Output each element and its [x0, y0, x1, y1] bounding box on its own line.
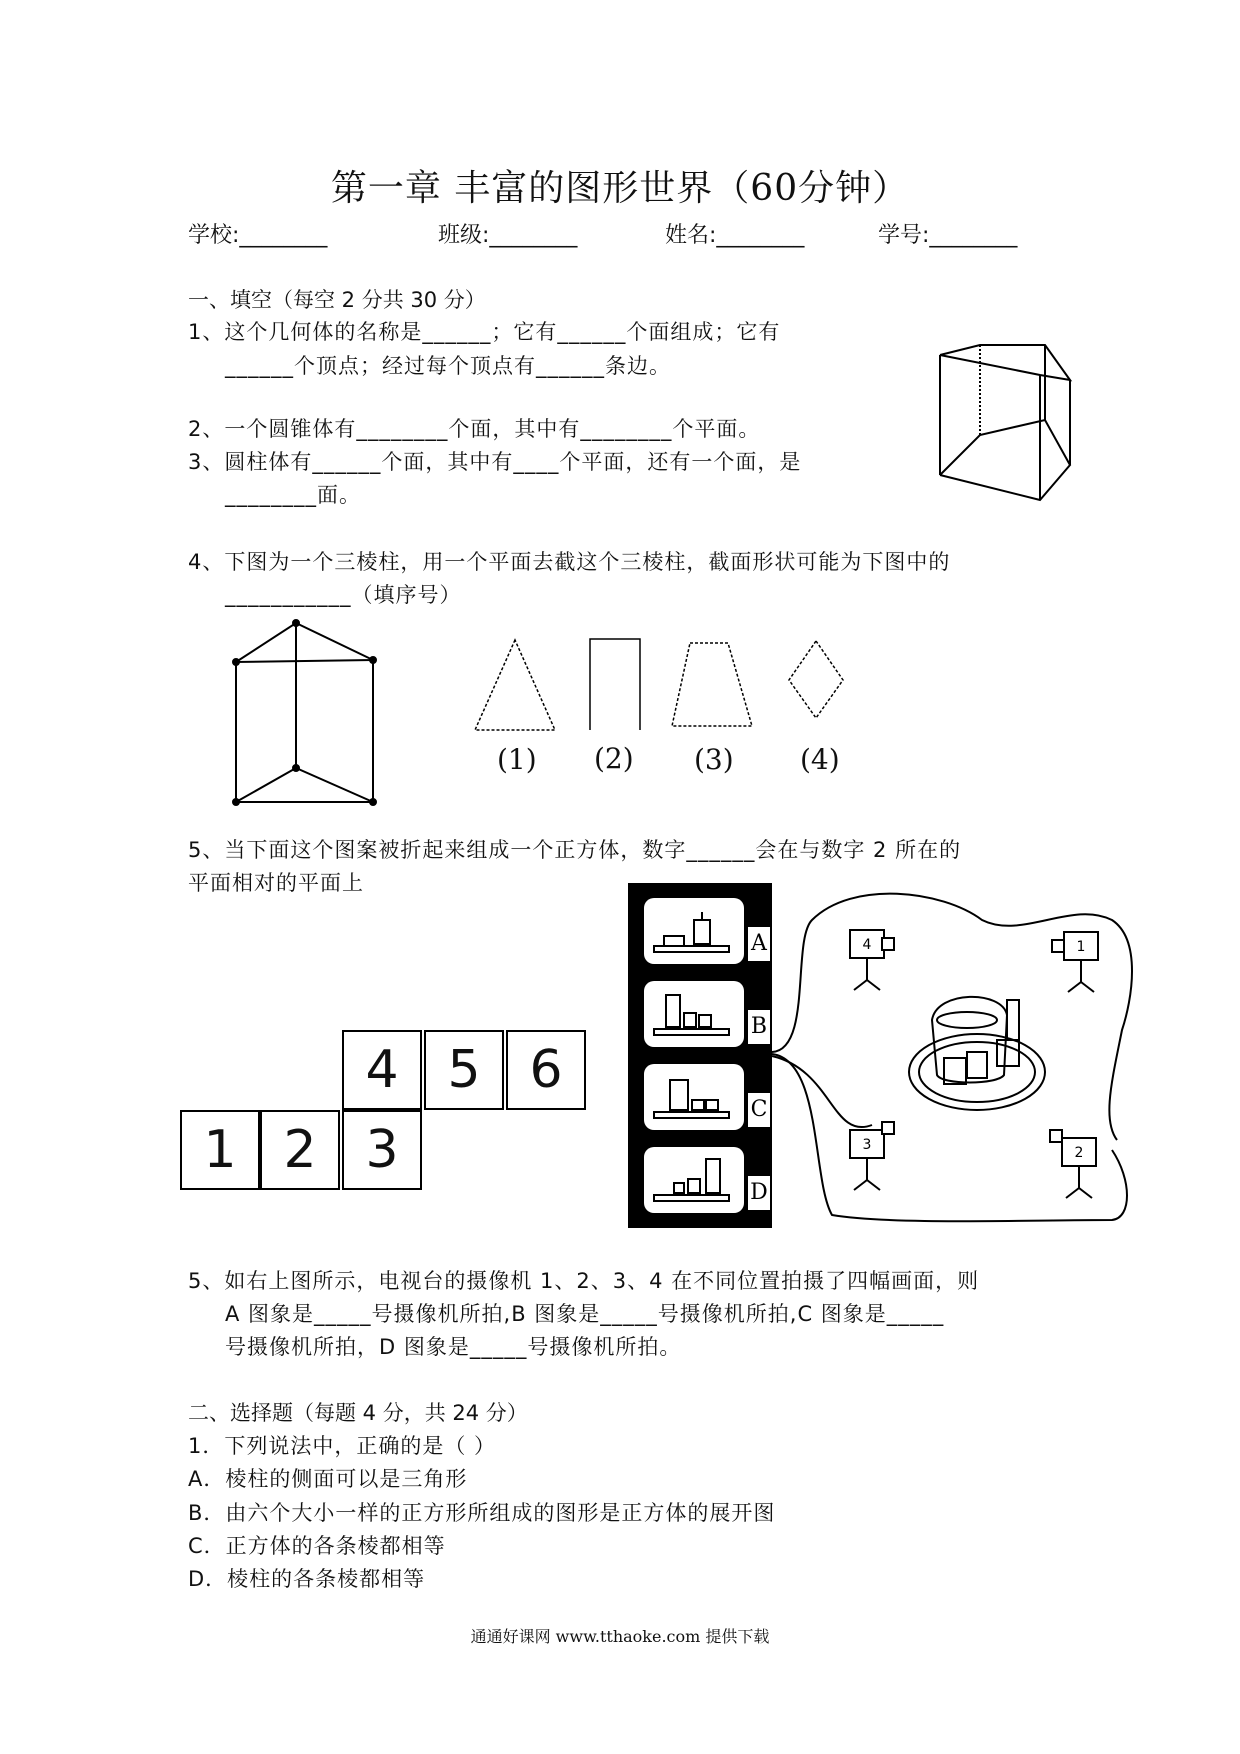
- footer-note: 通通好课网 www.tthaoke.com 提供下载: [470, 1627, 770, 1646]
- q6-line2: A 图象是_____号摄像机所拍,B 图象是_____号摄像机所拍,C 图象是_____: [225, 1302, 945, 1326]
- class-field: 班级:________: [438, 223, 578, 248]
- scene-d-icon: [644, 1147, 744, 1213]
- s2-q1-option-b: B．由六个大小一样的正方形所组成的图形是正方体的展开图: [188, 1501, 776, 1525]
- cross-section-trapezoid: [668, 638, 758, 733]
- net-cell-3: 3: [342, 1110, 422, 1190]
- q1-line2: ______个顶点；经过每个顶点有______条边。: [225, 354, 671, 378]
- tv-screens-panel: [628, 883, 772, 1228]
- q4-line1: 4、下图为一个三棱柱，用一个平面去截这个三棱柱，截面形状可能为下图中的: [188, 550, 951, 574]
- triangular-prism-figure: [228, 620, 388, 810]
- option-label-1: (1): [497, 743, 537, 776]
- camera-label-3: 3: [862, 1137, 872, 1153]
- option-label-4: (4): [800, 743, 840, 776]
- camera-3-icon: [850, 1122, 894, 1190]
- net-cell-4: 4: [342, 1030, 422, 1110]
- screen-b: [644, 981, 744, 1047]
- screen-label-b: B: [748, 1010, 770, 1044]
- screen-a: [644, 898, 744, 964]
- q4-line2: ___________（填序号）: [225, 583, 462, 607]
- scene-c-icon: [644, 1064, 744, 1130]
- net-cell-2: 2: [260, 1110, 340, 1190]
- screen-c: [644, 1064, 744, 1130]
- screen-label-c: C: [748, 1093, 770, 1127]
- camera-4-icon: [850, 930, 894, 990]
- screen-label-a: A: [748, 927, 770, 961]
- q3-line1: 3、圆柱体有______个面，其中有____个平面，还有一个面，是: [188, 450, 802, 474]
- screen-d: [644, 1147, 744, 1213]
- q5-line2: 平面相对的平面上: [188, 871, 364, 895]
- s2-q1-option-d: D．棱柱的各条棱都相等: [188, 1567, 426, 1591]
- section2-heading: 二、选择题（每题 4 分，共 24 分）: [188, 1401, 528, 1425]
- pentagonal-prism-figure: [930, 335, 1080, 505]
- screen-label-d: D: [748, 1176, 770, 1210]
- camera-scene-figure: [772, 880, 1142, 1230]
- page-title: 第一章 丰富的图形世界（60分钟）: [330, 168, 910, 209]
- camera-label-1: 1: [1076, 939, 1086, 955]
- name-field: 姓名:________: [665, 223, 805, 248]
- net-cell-6: 6: [506, 1030, 586, 1110]
- camera-label-4: 4: [862, 937, 872, 953]
- scene-b-icon: [644, 981, 744, 1047]
- option-label-3: (3): [694, 743, 734, 776]
- camera-label-2: 2: [1074, 1145, 1084, 1161]
- net-cell-1: 1: [180, 1110, 260, 1190]
- cross-section-triangle: [470, 635, 560, 735]
- q6-line1: 5、如右上图所示，电视台的摄像机 1、2、3、4 在不同位置拍摄了四幅画面，则: [188, 1269, 980, 1293]
- q2: 2、一个圆锥体有________个面，其中有________个平面。: [188, 417, 761, 441]
- net-cell-5: 5: [424, 1030, 504, 1110]
- student-number-field: 学号:________: [878, 223, 1018, 248]
- s2-q1-option-c: C．正方体的各条棱都相等: [188, 1534, 446, 1558]
- s2-q1: 1．下列说法中，正确的是（ ）: [188, 1434, 497, 1458]
- q3-line2: ________面。: [225, 483, 361, 507]
- section1-heading: 一、填空（每空 2 分共 30 分）: [188, 288, 486, 312]
- scene-a-icon: [644, 898, 744, 964]
- camera-1-icon: [1052, 932, 1098, 992]
- q6-line3: 号摄像机所拍，D 图象是_____号摄像机所拍。: [225, 1335, 682, 1359]
- cross-section-rectangle: [586, 635, 646, 735]
- q5-line1: 5、当下面这个图案被折起来组成一个正方体，数字______会在与数字 2 所在的: [188, 838, 962, 862]
- camera-2-icon: [1050, 1130, 1096, 1198]
- q1-line1: 1、这个几何体的名称是______；它有______个面组成；它有: [188, 320, 781, 344]
- s2-q1-option-a: A．棱柱的侧面可以是三角形: [188, 1467, 468, 1491]
- cross-section-rhombus: [786, 638, 846, 723]
- school-field: 学校:________: [188, 223, 328, 248]
- option-label-2: (2): [594, 742, 634, 775]
